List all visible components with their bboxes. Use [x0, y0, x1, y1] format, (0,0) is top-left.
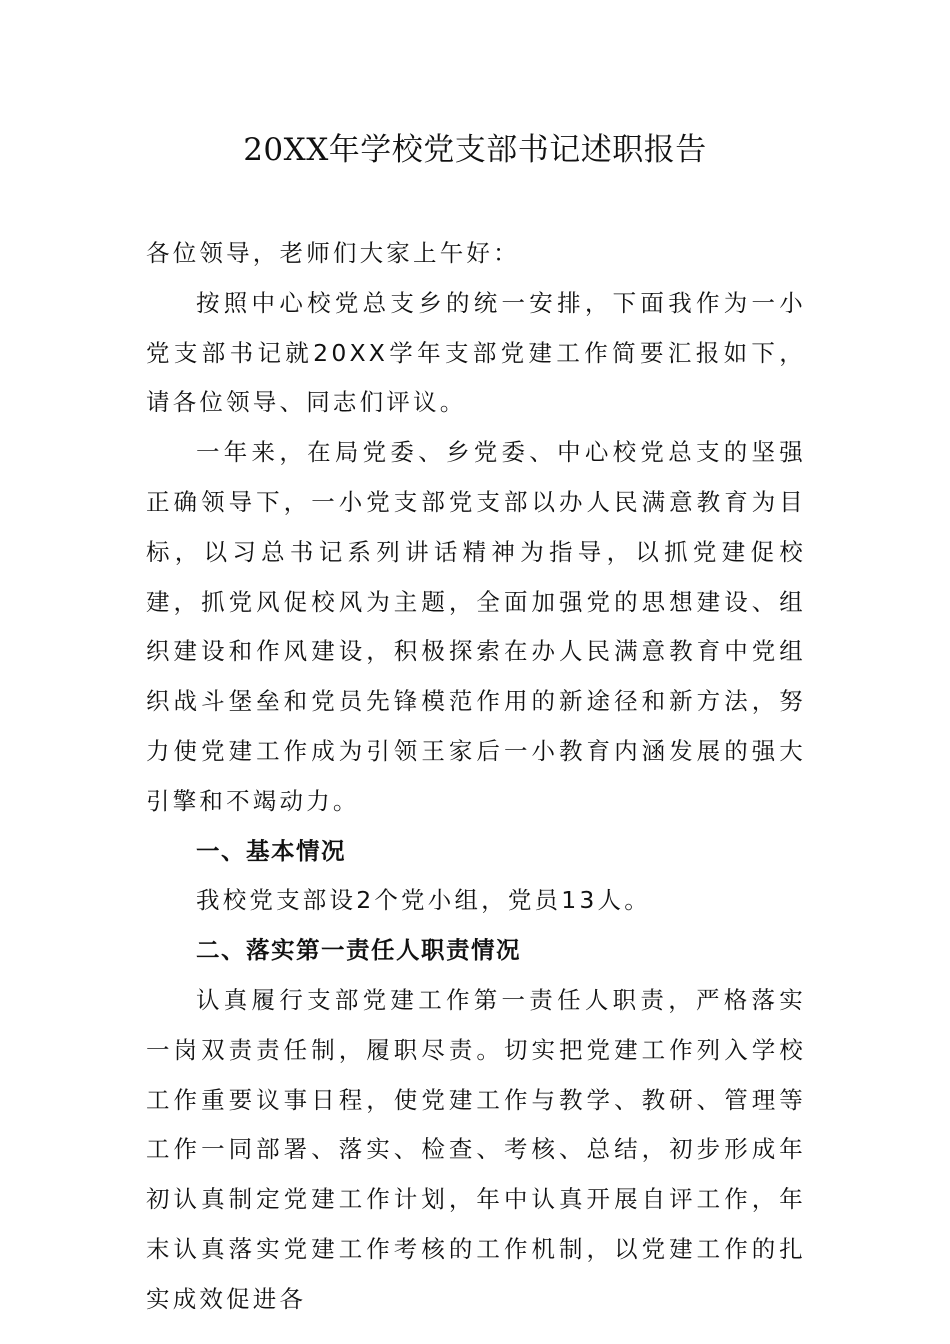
- document-title: 20XX年学校党支部书记述职报告: [243, 132, 707, 168]
- intro-paragraph: 按照中心校党总支乡的统一安排，下面我作为一小党支部书记就20XX学年支部党建工作简要汇报如下，请各位领导、同志们评议。: [146, 288, 806, 417]
- salutation: 各位领导，老师们大家上午好：: [146, 239, 520, 267]
- section-heading-responsibility: 二、落实第一责任人职责情况: [196, 936, 521, 965]
- basic-info-paragraph: 我校党支部设2个党小组，党员13人。: [196, 886, 651, 915]
- overview-paragraph: 一年来，在局党委、乡党委、中心校党总支的坚强正确领导下，一小党支部党支部以办人民满意教育为目标，以习总书记系列讲话精神为指导，以抓党建促校建，抓党风促校风为主题，全面加强党的思想建设、组织建设和作风建设，积极探索在办人民满意教育中党组织战斗堡垒和党员先锋模范作用的新途径和新方法，努力使党建工作成为引领王家后一小教育内涵发展的强大引擎和不竭动力。: [146, 438, 806, 815]
- document-body: [146, 229, 806, 1325]
- responsibility-paragraph: 认真履行支部党建工作第一责任人职责，严格落实一岗双责责任制，履职尽责。切实把党建工作列入学校工作重要议事日程，使党建工作与教学、教研、管理等工作一同部署、落实、检查、考核、总结，初步形成年初认真制定党建工作计划，年中认真开展自评工作，年末认真落实党建工作考核的工作机制，以党建工作的扎实成效促进各: [146, 985, 806, 1313]
- section-heading-basic-info: 一、基本情况: [196, 836, 346, 865]
